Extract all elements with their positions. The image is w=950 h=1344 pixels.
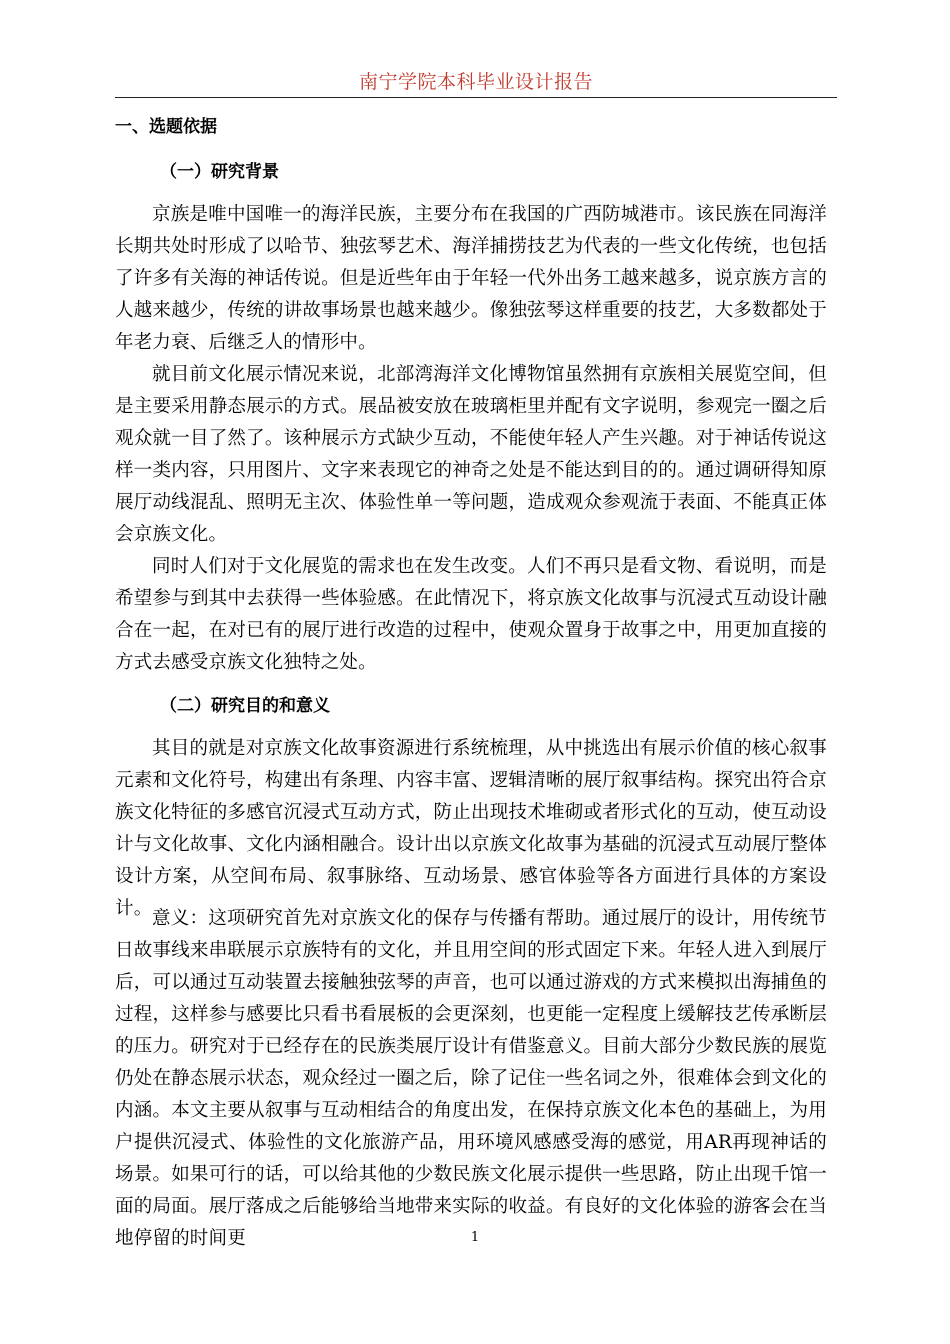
paragraph-purpose: 其目的就是对京族文化故事资源进行系统梳理，从中挑选出有展示价值的核心叙事元素和文化符号，构建出有条理、内容丰富、逻辑清晰的展厅叙事结构。探究出符合京族文化特征的多感官沉浸式互动方式，防止出现技术堆砌或者形式化的互动，使互动设计与文化故事、文化内涵相融合。设计出以京族文化故事为基础的沉浸式互动展厅整体设计方案，从空间布局、叙事脉络、互动场景、感官体验等各方面进行具体的方案设计。 <box>115 738 827 919</box>
section-heading: 一、选题依据 <box>115 117 217 137</box>
subsection-heading-purpose: （二）研究目的和意义 <box>160 696 330 716</box>
header-divider <box>115 97 837 98</box>
running-header-title: 南宁学院本科毕业设计报告 <box>358 71 593 93</box>
page-number: 1 <box>470 1230 480 1245</box>
paragraph-background-1: 京族是唯中国唯一的海洋民族，主要分布在我国的广西防城港市。该民族在同海洋长期共处时形成了以哈节、独弦琴艺术、海洋捕捞技艺为代表的一些文化传统，也包括了许多有关海的神话传说。但是近些年由于年轻一代外出务工越来越多，说京族方言的人越来越少，传统的讲故事场景也越来越少。像独弦琴这样重要的技艺，大多数都处于年老力衰、后继乏人的情形中。 <box>115 204 827 353</box>
paragraph-background-3: 同时人们对于文化展览的需求也在发生改变。人们不再只是看文物、看说明，而是希望参与到其中去获得一些体验感。在此情况下，将京族文化故事与沉浸式互动设计融合在一起，在对已有的展厅进行改造的过程中，使观众置身于故事之中，用更加直接的方式去感受京族文化独特之处。 <box>115 556 827 673</box>
paragraph-significance: 意义：这项研究首先对京族文化的保存与传播有帮助。通过展厅的设计，用传统节日故事线来串联展示京族特有的文化，并且用空间的形式固定下来。年轻人进入到展厅后，可以通过互动装置去接触独弦琴的声音，也可以通过游戏的方式来模拟出海捕鱼的过程，这样参与感要比只看书看展板的会更深刻，也更能一定程度上缓解技艺传承断层的压力。研究对于已经存在的民族类展厅设计有借鉴意义。目前大部分少数民族的展览仍处在静态展示状态，观众经过一圈之后，除了记住一些名词之外，很难体会到文化的内涵。本文主要从叙事与互动相结合的角度出发，在保持京族文化本色的基础上，为用户提供沉浸式、体验性的文化旅游产品，用环境风感感受海的感觉，用AR再现神话的场景。如果可行的话，可以给其他的少数民族文化展示提供一些思路，防止出现千馆一面的局面。展厅落成之后能够给当地带来实际的收益。有良好的文化体验的游客会在当地停留的时间更 <box>115 908 827 1249</box>
subsection-heading-background: （一）研究背景 <box>160 162 279 182</box>
paragraph-background-2: 就目前文化展示情况来说，北部湾海洋文化博物馆虽然拥有京族相关展览空间，但是主要采用静态展示的方式。展品被安放在玻璃柜里并配有文字说明，参观完一圈之后观众就一目了然了。该种展示方式缺少互动，不能使年轻人产生兴趣。对于神话传说这样一类内容，只用图片、文字来表现它的神奇之处是不能达到目的的。通过调研得知原展厅动线混乱、照明无主次、体验性单一等问题，造成观众参观流于表面、不能真正体会京族文化。 <box>115 364 827 545</box>
